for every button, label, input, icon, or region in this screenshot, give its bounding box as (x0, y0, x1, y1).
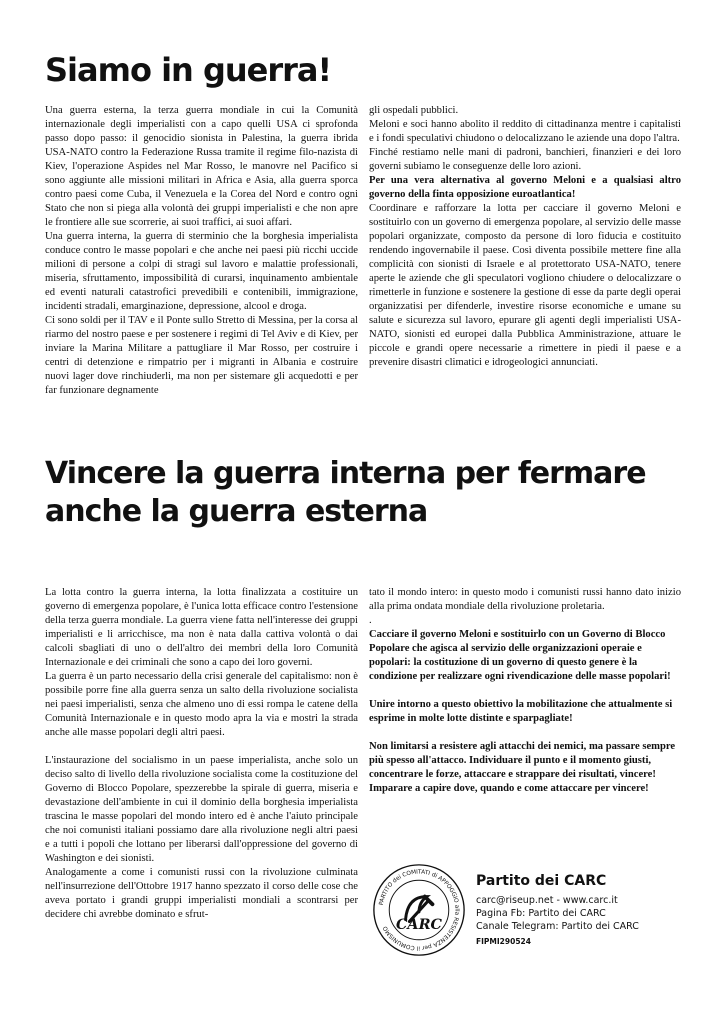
bold-slogan: Non limitarsi a resistere agli attacchi dei nemici, ma passare sempre più spesso all'attacco. Individuare il punto e il momento giusti, concentrare le forze, attaccare e strappare dei risultati, vincere! Imparare a capire dove, quando e come attaccare per vincere! (369, 741, 676, 794)
paragraph: Una guerra esterna, la terza guerra mondiale in cui la Comunità internazionale degli imperialisti con a capo quelli USA ci sprofonda passo dopo passo: il genocidio sionista in Palestina, la guerra ibrida USA-NATO contro la Federazione Russa tramite il regime filo-nazista di Kiev, l'operazione Aspides nel Mar Rosso, le manovre nel Pacifico si sono aggiunte alle missioni militari in Africa e Asia, alla guerra sporca contro paesi come Cuba, il Venezuela e la Corea del Nord e contro ogni Stato che non si piega alla volontà dei gruppi imperialisti e che non apre le frontiere alle sue scorrerie, ai suoi traffici, ai suoi affari. (45, 105, 358, 228)
section2-column-right (369, 586, 681, 796)
print-code: FIPMI290524 (476, 937, 531, 946)
paragraph: Una guerra interna, la guerra di sterminio che la borghesia imperialista conduce contro le masse popolari e che anche nei paesi più ricchi uccide milioni di persone a colpi di stragi sul lavoro e malattie professionali, miseria, sfruttamento, impossibilità di curarsi, inquinamento ambientale ed eventi naturali catastrofici prevedibili e contenibili, immigrazione, incidenti stradali, emarginazione, depressione, alcool e droga. (45, 231, 358, 312)
paragraph-dot: . (369, 615, 372, 626)
party-contacts (476, 872, 639, 949)
paragraph: La guerra è un parto necessario della crisi generale del capitalismo: non è possibile porre fine alla guerra senza un salto della rivoluzione socialista nei paesi imperialisti, senza che almeno uno di essi rompa le catene della Comunità Internazionale e in questo modo apra la via e mostri la strada anche alle masse popolari degli altri paesi. (45, 671, 358, 738)
section1-column-right (369, 104, 681, 370)
paragraph: Coordinare e rafforzare la lotta per cacciare il governo Meloni e sostituirlo con un governo di emergenza popolare, al servizio delle masse popolari organizzate, composto da persone di loro fiducia e costituito rendendo ingovernabile il paese. Così diventa possibile mettere fine alla complicità con sionisti di Israele e al protettorato USA-NATO, tenere aperte le aziende che gli speculatori vogliono chiudere o delocalizzare o rimetterle in funzione e sostenere la gestione di esse da parte degli operai organizzatisi per difenderle, investire risorse economiche e umane su salute e sicurezza sul lavoro, epurare gli agenti degli imperialisti USA-NATO, sionisti ed europei dalla Pubblica Amministrazione, attuare le piccole e grandi opere necessarie a rimettere in piedi il paese e a prevenire disastri climatici e idrogeologici annunciati. (369, 203, 681, 368)
paragraph: Finché restiamo nelle mani di padroni, banchieri, finanzieri e dei loro governi subiamo le conseguenze delle loro azioni. (369, 147, 681, 172)
telegram-channel: Canale Telegram: Partito dei CARC (476, 921, 639, 932)
paragraph: L'instaurazione del socialismo in un paese imperialista, anche solo un deciso salto di livello della rivoluzione socialista come la costituzione del Governo di Blocco Popolare, spezzerebbe la spirale di guerra, miseria e devastazione dell'ambiente in cui il dominio della borghesia imperialista trascina le masse popolari del mondo intero ed è anche l'aiuto principale che noi comunisti italiani possiamo dare alla rivoluzione negli altri paesi e a tutti i popoli che lottano per liberarsi dall'oppressione del governo di Washington e dei sionisti. (45, 755, 358, 864)
party-name: Partito dei CARC (476, 873, 607, 889)
logo-carc-text: CARC (395, 916, 443, 934)
paragraph: Analogamente a come i comunisti russi con la rivoluzione culminata nell'insurrezione dell'Ottobre 1917 hanno spezzato il corso delle cose che aveva portato i grandi gruppi imperialisti mondiali a scontrarsi per decidere chi avrebbe dominato e sfrut- (45, 867, 358, 920)
headline-vincere-la-guerra-interna: Vincere la guerra interna per fermare anche la guerra esterna (45, 456, 646, 529)
bold-slogan: Per una vera alternativa al governo Meloni e a qualsiasi altro governo della finta opposizione euroatlantica! (369, 175, 681, 200)
headline-siamo-in-guerra: Siamo in guerra! (45, 51, 332, 89)
paragraph: gli ospedali pubblici. (369, 105, 459, 116)
bold-slogan: Cacciare il governo Meloni e sostituirlo con un Governo di Blocco Popolare che agisca al servizio delle organizzazioni operaie e popolari: la costituzione di un governo di questo genere è la condizione per realizzare ogni rivendicazione delle masse popolari! (369, 629, 671, 682)
paragraph: La lotta contro la guerra interna, la lotta finalizzata a costituire un governo di emergenza popolare, è l'unica lotta efficace contro l'estensione della terza guerra mondiale. La guerra viene fatta nell'interesse dei gruppi imperialisti e li arricchisce, ma non è nata dalla cattiva volontà o dai calcoli sbagliati di uno o dell'altro dei membri della loro Comunità Internazionale e dei criminali che sono a capo dei loro governi. (45, 587, 358, 668)
facebook-page: Pagina Fb: Partito dei CARC (476, 908, 606, 919)
paragraph: Meloni e soci hanno abolito il reddito di cittadinanza mentre i capitalisti e i fondi speculativi chiudono o delocalizzano le aziende una dopo l'altra. (369, 119, 681, 144)
logo-ring-text: PARTITO dei COMITATI di APPOGGIO alla RESISTENZA per il COMUNISMO (378, 869, 460, 951)
paragraph: Ci sono soldi per il TAV e il Ponte sullo Stretto di Messina, per la corsa al riarmo del nostro paese e per sostenere i regimi di Tel Aviv e di Kiev, per inviare la Marina Militare a pattugliare il Mar Rosso, per costruire i centri di detenzione e rimpatrio per i migranti in Albania e costruire nuovi lager dove rinchiuderli, ma non per sistemare gli acquedotti e per far funzionare degnamente (45, 315, 358, 396)
paragraph: tato il mondo intero: in questo modo i comunisti russi hanno dato inizio alla prima ondata mondiale della rivoluzione proletaria. (369, 587, 681, 612)
contact-email-website: carc@riseup.net - www.carc.it (476, 895, 618, 906)
section1-column-left (45, 104, 358, 398)
carc-logo (371, 862, 467, 958)
section2-column-left (45, 586, 358, 922)
bold-slogan: Unire intorno a questo obiettivo la mobilitazione che attualmente si esprime in molte lotte distinte e sparpagliate! (369, 699, 673, 724)
